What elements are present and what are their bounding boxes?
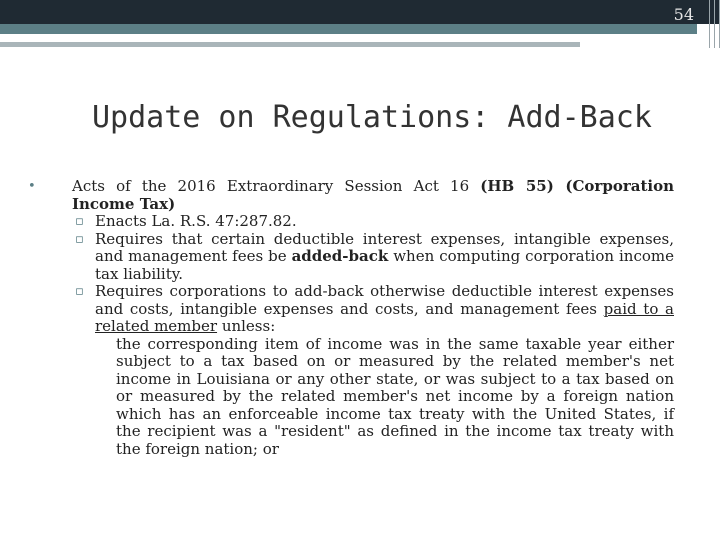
bullet-text: Acts of the 2016 Extraordinary Session Act 16 bbox=[72, 177, 481, 195]
square-bullet-icon: ▫ bbox=[75, 284, 84, 299]
sub-bullet-text: Requires corporations to add-back otherwise deductible interest expenses and costs, intangible expenses and costs, and management fees bbox=[95, 282, 674, 318]
square-bullet-icon: ▫ bbox=[75, 214, 84, 229]
rail-line bbox=[709, 0, 710, 48]
sub-bullet-bold-text: added-back bbox=[291, 247, 389, 265]
slide-number: 54 bbox=[673, 5, 694, 24]
header-underline bbox=[0, 42, 580, 47]
sub-bullet-text: Enacts La. R.S. 47:287.82. bbox=[95, 212, 297, 230]
corner-decoration bbox=[700, 0, 720, 48]
sub-bullet-text-end: when computing corporation income tax liability. bbox=[95, 247, 674, 283]
slide-body bbox=[28, 178, 674, 458]
rail-line bbox=[714, 0, 715, 48]
header-stripe bbox=[0, 24, 697, 34]
bullet-bold-text: (HB 55) (Corporation Income Tax) bbox=[72, 177, 674, 213]
bullet-icon: • bbox=[28, 179, 36, 194]
sub-bullet-item bbox=[28, 283, 674, 336]
sub-bullet-item bbox=[28, 213, 674, 231]
bullet-item bbox=[28, 178, 674, 213]
sub-sub-bullet-item bbox=[28, 336, 674, 459]
sub-bullet-underline-text: paid to a related member bbox=[95, 299, 674, 335]
sub-bullet-item bbox=[28, 231, 674, 284]
sub-bullet-text: Requires that certain deductible interest expenses, intangible expenses, and management fees be bbox=[95, 229, 674, 265]
header-bar bbox=[0, 0, 720, 24]
sub-sub-bullet-text: the corresponding item of income was in the same taxable year either subject to a tax based on or measured by the related member's net income in Louisiana or any other state, or was subject to a tax based on or measured by the related member's net income by a foreign nation which has an enforceable income tax treaty with the United States, if the recipient was a "resident" as defined in the income tax treaty with the foreign nation; or bbox=[116, 334, 674, 458]
slide-title: Update on Regulations: Add-Back bbox=[92, 100, 652, 135]
square-bullet-icon: ▫ bbox=[75, 231, 84, 247]
sub-bullet-text-end: unless: bbox=[217, 317, 276, 335]
